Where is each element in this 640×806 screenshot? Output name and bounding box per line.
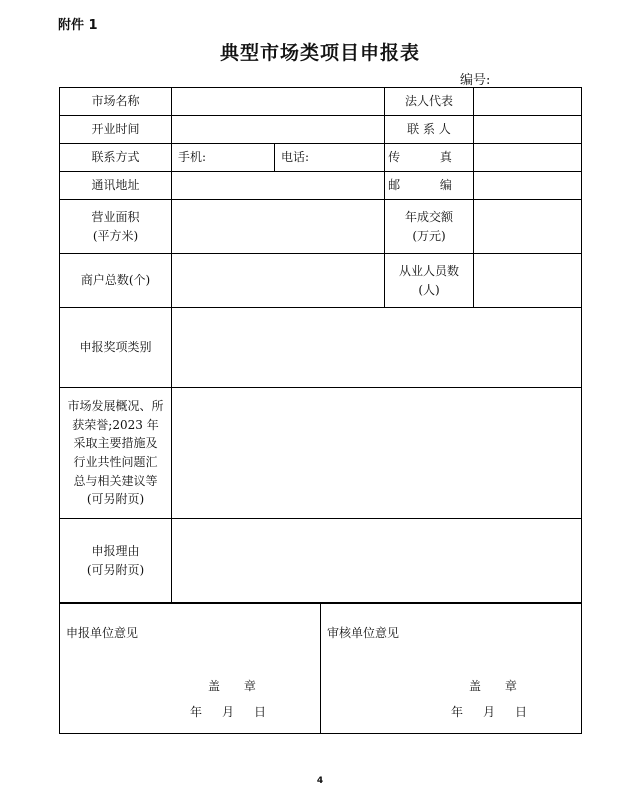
postcode-label: 邮 编: [385, 172, 474, 200]
mobile-field[interactable]: 手机:: [172, 144, 275, 172]
contact-person-field[interactable]: [474, 116, 582, 144]
fax-label: 传 真: [385, 144, 474, 172]
month-label: 月: [483, 705, 496, 719]
serial-number-label: 编号:: [460, 73, 491, 88]
table-row: [60, 388, 582, 519]
area-label-line1: 营业面积: [91, 209, 140, 224]
table-row: [60, 519, 582, 604]
applicant-opinion-cell[interactable]: [60, 603, 321, 734]
reason-label-line2: (可另附页): [86, 563, 145, 577]
postcode-field[interactable]: [474, 172, 582, 200]
telephone-field[interactable]: 电话:: [275, 144, 385, 172]
applicant-date: [190, 703, 286, 722]
development-line: 获荣誉;2023 年: [72, 417, 159, 432]
reason-label: [60, 519, 172, 604]
table-row: [60, 88, 582, 116]
area-label: [60, 200, 172, 254]
legal-rep-label: 法人代表: [385, 88, 474, 116]
turnover-label: [385, 200, 474, 254]
reviewer-seal-label: 盖 章: [469, 679, 527, 693]
application-form-table: [59, 87, 582, 604]
attachment-label: 附件 1: [58, 18, 98, 33]
development-field[interactable]: [172, 388, 582, 519]
form-title: 典型市场类项目申报表: [219, 42, 420, 64]
area-label-line2: (平方米): [92, 228, 139, 243]
development-line: 行业共性问题汇: [73, 455, 158, 469]
development-label: [60, 388, 172, 519]
table-row: [60, 603, 582, 734]
contact-person-label: 联 系 人: [385, 116, 474, 144]
applicant-opinion-label: 申报单位意见: [66, 626, 139, 640]
applicant-seal-label: 盖 章: [208, 679, 266, 693]
merchants-label: 商户总数(个): [60, 254, 172, 308]
fax-field[interactable]: [474, 144, 582, 172]
reviewer-opinion-label: 审核单位意见: [327, 626, 400, 640]
development-line: 总与相关建议等: [73, 473, 158, 488]
day-label: 日: [254, 705, 267, 719]
address-field[interactable]: [172, 172, 385, 200]
staff-label-line2: (人): [418, 282, 440, 297]
development-line: 市场发展概况、所: [67, 399, 164, 414]
market-name-field[interactable]: [172, 88, 385, 116]
address-label: 通讯地址: [60, 172, 172, 200]
year-label: 年: [190, 705, 203, 719]
year-label: 年: [451, 705, 464, 719]
merchants-field[interactable]: [172, 254, 385, 308]
development-line: (可另附页): [86, 492, 145, 507]
open-time-label: 开业时间: [60, 116, 172, 144]
turnover-field[interactable]: [474, 200, 582, 254]
table-row: [60, 308, 582, 388]
table-row: [60, 254, 582, 308]
development-line: 采取主要措施及: [73, 436, 158, 451]
area-field[interactable]: [172, 200, 385, 254]
staff-field[interactable]: [474, 254, 582, 308]
reviewer-opinion-cell[interactable]: [321, 603, 582, 734]
award-category-field[interactable]: [172, 308, 582, 388]
day-label: 日: [515, 705, 528, 719]
month-label: 月: [222, 705, 235, 719]
reason-label-line1: 申报理由: [91, 544, 140, 559]
table-row: [60, 172, 582, 200]
reason-field[interactable]: [172, 519, 582, 604]
award-category-label: 申报奖项类别: [60, 308, 172, 388]
table-row: [60, 200, 582, 254]
table-row: [60, 144, 582, 172]
open-time-field[interactable]: [172, 116, 385, 144]
page-number: 4: [316, 776, 324, 786]
market-name-label: 市场名称: [60, 88, 172, 116]
staff-label-line1: 从业人员数: [398, 263, 459, 278]
contact-method-label: 联系方式: [60, 144, 172, 172]
opinion-table: [59, 602, 582, 734]
table-row: [60, 116, 582, 144]
turnover-label-line2: (万元): [412, 228, 446, 243]
turnover-label-line1: 年成交额: [404, 209, 453, 224]
legal-rep-field[interactable]: [474, 88, 582, 116]
staff-label: [385, 254, 474, 308]
reviewer-date: [451, 703, 547, 722]
